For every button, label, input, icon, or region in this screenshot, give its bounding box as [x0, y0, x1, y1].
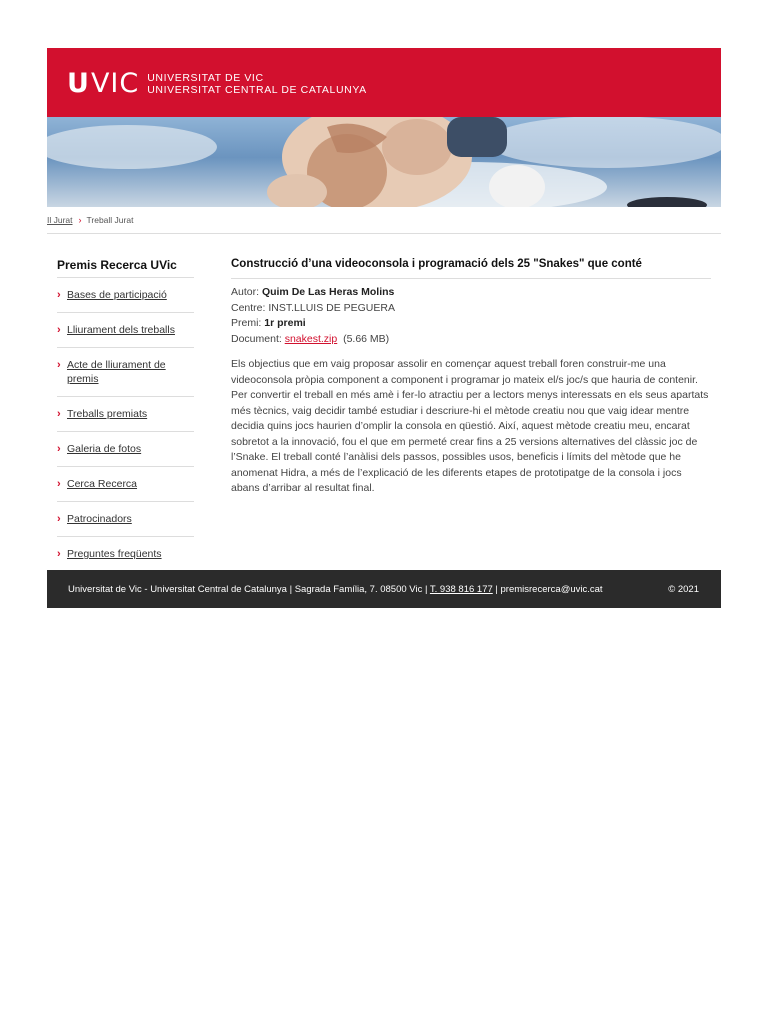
prize-value: 1r premi — [264, 317, 306, 329]
hero-image — [47, 117, 721, 207]
header-banner — [47, 48, 721, 117]
work-metadata — [231, 285, 711, 347]
document-label: Document: — [231, 332, 282, 345]
page-title: Construcció d’una videoconsola i programació dels 25 "Snakes" que conté — [231, 258, 711, 279]
abstract-text: Els objectius que em vaig proposar assolir en començar aquest treball foren construir-me una videoconsola pròpia component a component i programar jo mateix el/s joc/s que hauria de contenir. Per convertir el treball en més amè i fer-lo atractiu per a lectors menys interessats en els seus apartats més tècnics, vaig decidir també estudiar i descriure-hi el mètode creatiu nou que vaig idear mentre decidia quins jocs haurien d’omplir la consola en qüestió. Així, aquest mètode creatiu meu, encarat sobretot a la innovació, fou el que em permeté crear fins a 25 versions alternatives del clàssic joc de l’Snake. El treball conté l’anàlisi dels passos, possibles usos, beneficis i límits del mètode que he anomenat Hidra, a més de l’explicació de les diferents etapes de prototipatge de la consola i jocs abans d’arribar al resultat final. — [231, 358, 709, 494]
author-row — [231, 285, 711, 301]
sidebar-item-galeria[interactable] — [57, 432, 194, 467]
sidebar — [57, 258, 194, 571]
breadcrumb-chevron-icon: › — [78, 215, 82, 225]
sidebar-item-label[interactable]: Patrocinadors — [67, 513, 132, 525]
sidebar-item-lliurament[interactable] — [57, 313, 194, 348]
breadcrumb — [47, 207, 721, 234]
sidebar-item-label[interactable]: Bases de participació — [67, 289, 167, 301]
logo-mark-vic: VIC — [90, 68, 140, 99]
prize-label: Premi: — [231, 317, 262, 329]
sidebar-item-patrocinadors[interactable] — [57, 502, 194, 537]
sidebar-item-treballs-premiats[interactable] — [57, 397, 194, 432]
logo-text — [147, 72, 367, 96]
page-container — [47, 48, 721, 571]
logo-line-2: UNIVERSITAT CENTRAL DE CATALUNYA — [147, 83, 367, 96]
footer-copyright: © 2021 — [668, 583, 699, 595]
chevron-right-icon: › — [57, 324, 61, 336]
sidebar-title: Premis Recerca UVic — [57, 258, 194, 278]
sidebar-item-label[interactable]: Galeria de fotos — [67, 443, 142, 455]
sidebar-item-label[interactable]: Cerca Recerca — [67, 478, 138, 490]
footer-email: | premisrecerca@uvic.cat — [495, 583, 603, 595]
logo-mark — [67, 70, 139, 97]
author-value: Quim De Las Heras Molins — [261, 286, 395, 298]
chevron-right-icon: › — [57, 548, 61, 560]
logo-mark-u: U — [67, 68, 90, 99]
sidebar-item-label[interactable]: Acte de lliurament de premis — [67, 359, 166, 385]
chevron-right-icon: › — [57, 408, 61, 420]
sidebar-item-cerca[interactable] — [57, 467, 194, 502]
sidebar-item-acte[interactable] — [57, 348, 194, 397]
sidebar-item-preguntes[interactable] — [57, 537, 194, 571]
breadcrumb-link-jurat[interactable]: Il Jurat — [47, 215, 73, 225]
footer-phone-link[interactable]: T. 938 816 177 — [429, 583, 493, 595]
chevron-right-icon: › — [57, 478, 61, 490]
hero-illustration — [47, 117, 721, 207]
breadcrumb-current: Treball Jurat — [86, 215, 134, 225]
document-size: (5.66 MB) — [343, 332, 390, 345]
document-row — [231, 332, 711, 348]
centre-row — [231, 301, 711, 317]
sidebar-item-bases[interactable] — [57, 278, 194, 313]
footer — [47, 570, 721, 608]
sidebar-item-label[interactable]: Lliurament dels treballs — [67, 324, 175, 336]
sidebar-item-label[interactable]: Preguntes freqüents — [67, 548, 162, 560]
centre-label: Centre: — [231, 301, 266, 314]
uvic-logo[interactable] — [67, 70, 367, 97]
footer-contact — [68, 584, 603, 595]
chevron-right-icon: › — [57, 289, 61, 301]
logo-line-1: UNIVERSITAT DE VIC — [147, 71, 264, 84]
chevron-right-icon: › — [57, 443, 61, 455]
sidebar-item-label[interactable]: Treballs premiats — [67, 408, 148, 420]
prize-row — [231, 316, 711, 332]
footer-address: Universitat de Vic - Universitat Central de Catalunya | Sagrada Família, 7. 08500 Vic | — [68, 583, 428, 595]
author-label: Autor: — [231, 286, 260, 298]
main-content — [231, 258, 711, 571]
chevron-right-icon: › — [57, 359, 61, 371]
centre-value: INST.LLUIS DE PEGUERA — [268, 301, 395, 314]
document-download-link[interactable]: snakest.zip — [284, 332, 338, 345]
content-area — [47, 258, 721, 571]
chevron-right-icon: › — [57, 513, 61, 525]
